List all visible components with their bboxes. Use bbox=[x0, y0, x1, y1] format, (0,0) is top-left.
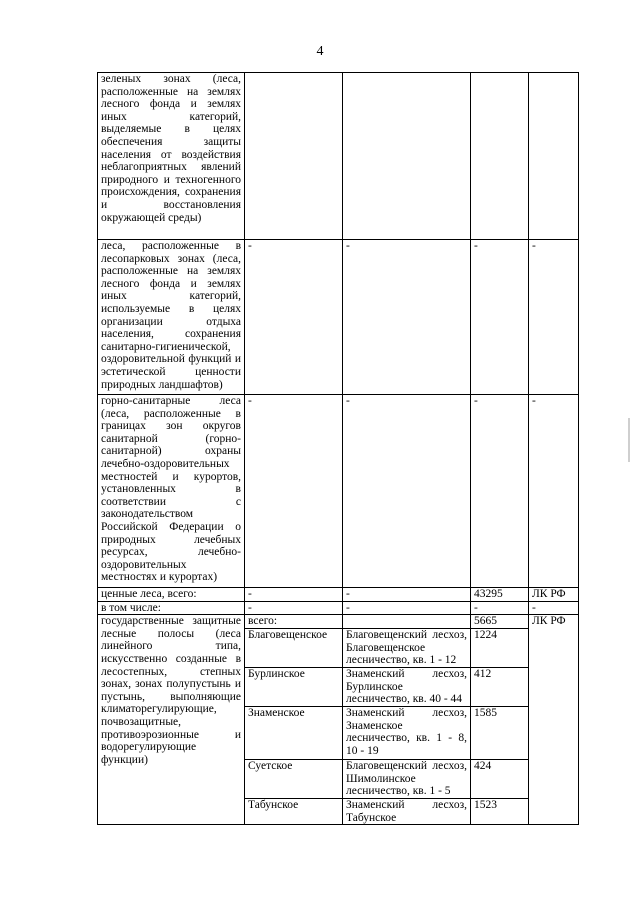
location-cell: Знаменский лесхоз, Табунское bbox=[343, 799, 471, 825]
area-cell: 1585 bbox=[471, 707, 529, 760]
category-cell: в том числе: bbox=[98, 601, 245, 615]
table-row bbox=[98, 395, 579, 588]
table-row bbox=[98, 588, 579, 602]
category-cell: леса, расположенные в лесопарковых зонах (леса, расположенные на землях лесного фонда и землях иных категорий, используемые в целях организации отдыха населения, сохранения санитарно-гигиенической, оздоровительной функций и эстетической ценности природных ландшафтов) bbox=[98, 240, 245, 395]
area-cell: - bbox=[471, 395, 529, 588]
basis-cell: - bbox=[529, 240, 579, 395]
category-cell: государственные защитные лесные полосы (леса линейного типа, искусственно созданные в лесостепных, степных зонах, зонах полупустынь и пустынь, выполняющие климаторегулирующие, почвозащитные, противоэрозионные и водорегулирующие функции) bbox=[98, 615, 245, 825]
table-row bbox=[98, 73, 579, 240]
district-cell: - bbox=[245, 395, 343, 588]
basis-cell: - bbox=[529, 395, 579, 588]
scan-artifact bbox=[628, 418, 630, 462]
table-row bbox=[98, 601, 579, 615]
location-cell: Благовещенский лесхоз, Шимолинское лесничество, кв. 1 - 5 bbox=[343, 760, 471, 799]
area-cell: 424 bbox=[471, 760, 529, 799]
district-cell: - bbox=[245, 588, 343, 602]
table-row bbox=[98, 615, 579, 629]
basis-cell: ЛК РФ bbox=[529, 588, 579, 602]
area-cell: 1224 bbox=[471, 629, 529, 668]
forest-category-table bbox=[97, 72, 579, 825]
page-number: 4 bbox=[316, 44, 324, 59]
total-label-cell: всего: bbox=[245, 615, 343, 629]
location-cell bbox=[343, 615, 471, 629]
table-row bbox=[98, 240, 579, 395]
location-cell: Благовещенский лесхоз, Благовещенское лесничество, кв. 1 - 12 bbox=[343, 629, 471, 668]
category-cell: горно-санитарные леса (леса, расположенные в границах зон округов санитарной (горно-санитарной) охраны лечебно-оздоровительных местностей и курортов, установленных в соответствии с законодательством Российской Федерации о природных лечебных ресурсах, лечебно-оздоровительных местностях и курортах) bbox=[98, 395, 245, 588]
district-cell: - bbox=[245, 601, 343, 615]
location-cell: - bbox=[343, 601, 471, 615]
basis-cell: - bbox=[529, 601, 579, 615]
location-cell: - bbox=[343, 395, 471, 588]
basis-cell: ЛК РФ bbox=[529, 615, 579, 825]
location-cell bbox=[343, 73, 471, 240]
area-cell: 1523 bbox=[471, 799, 529, 825]
district-cell bbox=[245, 73, 343, 240]
area-cell: - bbox=[471, 601, 529, 615]
area-cell: 43295 bbox=[471, 588, 529, 602]
district-cell: Знаменское bbox=[245, 707, 343, 760]
basis-cell bbox=[529, 73, 579, 240]
category-cell: ценные леса, всего: bbox=[98, 588, 245, 602]
area-cell bbox=[471, 73, 529, 240]
location-cell: - bbox=[343, 240, 471, 395]
area-cell: 5665 bbox=[471, 615, 529, 629]
location-cell: - bbox=[343, 588, 471, 602]
district-cell: Табунское bbox=[245, 799, 343, 825]
location-cell: Знаменский лесхоз, Знаменское лесничество, кв. 1 - 8, 10 - 19 bbox=[343, 707, 471, 760]
district-cell: Суетское bbox=[245, 760, 343, 799]
area-cell: - bbox=[471, 240, 529, 395]
district-cell: Бурлинское bbox=[245, 668, 343, 707]
area-cell: 412 bbox=[471, 668, 529, 707]
district-cell: - bbox=[245, 240, 343, 395]
location-cell: Знаменский лесхоз, Бурлинское лесничество, кв. 40 - 44 bbox=[343, 668, 471, 707]
district-cell: Благовещенское bbox=[245, 629, 343, 668]
category-cell: зеленых зонах (леса, расположенные на землях лесного фонда и землях иных категорий, выделяемые в целях обеспечения защиты населения от воздействия неблагоприятных явлений природного и техногенного происхождения, сохранения и восстановления окружающей среды) bbox=[98, 73, 245, 240]
